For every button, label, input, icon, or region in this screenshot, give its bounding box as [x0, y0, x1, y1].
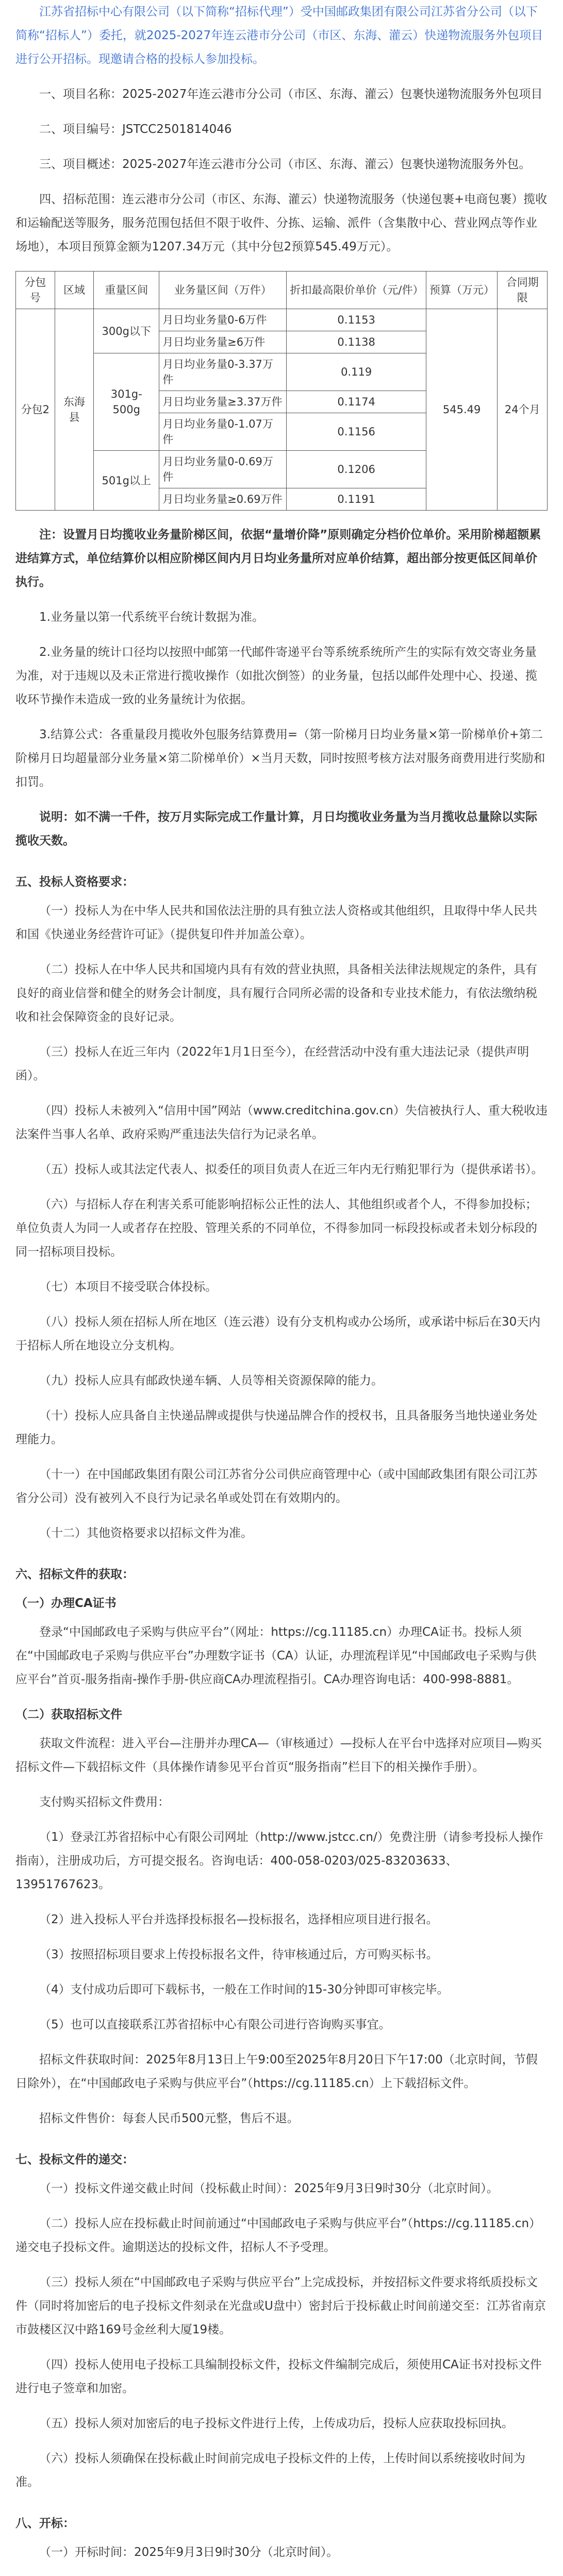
settlement-note: 注：设置月日均揽收业务量阶梯区间，依据“量增价降”原则确定分档价位单价。采用阶梯超额累进结算方式，单位结算价以相应阶梯区间内月日均业务量所对应单价结算，超出部分按更低区间单价执行。 — [15, 528, 541, 589]
section-title-opening: 八、开标： — [15, 2517, 75, 2530]
price-cell: 0.1156 — [287, 413, 426, 451]
weight-cell: 300g以下 — [94, 309, 159, 353]
price-cell: 0.1153 — [287, 309, 426, 331]
region-cell: 东海县 — [55, 309, 94, 511]
payment-heading: 支付购买招标文件费用： — [39, 1795, 170, 1809]
qualification-item: （七）本项目不接受联合体投标。 — [39, 1280, 217, 1294]
settlement-item: 3.结算公式：各重量段月揽收外包服务结算费用=（第一阶梯月日均业务量×第一阶梯单价+第二阶梯月日均超量部分业务量×第二阶梯单价）×当月天数，同时按照考核方法对服务商费用进行奖励和扣罚。 — [15, 728, 545, 789]
range-cell: 月日均业务量0-3.37万件 — [159, 353, 287, 391]
range-cell: 月日均业务量0-6万件 — [159, 309, 287, 331]
section-title-qualifications: 五、投标人资格要求： — [15, 875, 134, 889]
price-cell: 0.1138 — [287, 331, 426, 353]
section-title-submit: 七、投标文件的递交： — [15, 2153, 134, 2166]
range-cell: 月日均业务量0-1.07万件 — [159, 413, 287, 451]
table-header-row — [16, 272, 548, 309]
payment-step: （2）进入投标人平台并选择投标报名—投标报名，选择相应项目进行报名。 — [39, 1913, 438, 1926]
submit-item: （五）投标人须对加密后的电子投标文件进行上传，上传成功后，投标人应获取投标回执。 — [39, 2417, 514, 2430]
range-cell: 月日均业务量≥6万件 — [159, 331, 287, 353]
download-paragraph: 获取文件流程：进入平台—注册并办理CA—（审核通过）—投标人在平台中选择对应项目—购买招标文件—下载招标文件（具体操作请参见平台首页“服务指南”栏目下的相关操作手册）。 — [15, 1737, 542, 1774]
payment-step: （5）也可以直接联系江苏省招标中心有限公司进行咨询购买事宜。 — [39, 2018, 391, 2031]
table-header-cell: 合同期限 — [498, 272, 548, 309]
bid-price-table — [15, 271, 548, 511]
weight-cell: 301g-500g — [94, 353, 159, 451]
qualification-item: （五）投标人或其法定代表人、拟委任的项目负责人在近三年内无行贿犯罪行为（提供承诺书）。 — [39, 1163, 543, 1176]
submit-item: （三）投标人须在“中国邮政电子采购与供应平台”上完成投标，并按招标文件要求将纸质投标文件（同时将加密后的电子投标文件刻录在光盘或U盘中）密封后于投标截止时间前递交至：江苏省南京市鼓楼区汉中路169号金丝利大厦19楼。 — [15, 2276, 546, 2336]
subsection-download: （二）获取招标文件 — [15, 1708, 122, 1721]
table-header-cell: 预算（万元） — [426, 272, 498, 309]
qualification-item: （十）投标人应具备自主快递品牌或提供与快递品牌合作的授权书，且具备服务当地快递业务处理能力。 — [15, 1409, 537, 1446]
term-cell: 24个月 — [498, 309, 548, 511]
package-cell: 分包2 — [16, 309, 55, 511]
price-cell: 0.1174 — [287, 391, 426, 413]
project-scope-paragraph: 四、招标范围：连云港市分公司（市区、东海、灌云）快递物流服务（快递包裹+电商包裹）揽收和运输配送等服务，服务范围包括但不限于收件、分拣、运输、派件（含集散中心、营业网点等作业场地），本项目预算金额为1207.34万元（其中分包2预算545.49万元）。 — [15, 193, 548, 253]
table-header-cell: 区域 — [55, 272, 94, 309]
weight-cell: 501g以上 — [94, 451, 159, 511]
budget-cell: 545.49 — [426, 309, 498, 511]
table-header-cell: 重量区间 — [94, 272, 159, 309]
qualification-item: （十一）在中国邮政集团有限公司江苏省分公司供应商管理中心（或中国邮政集团有限公司江苏省分公司）没有被列入不良行为记录名单或处罚在有效期内的。 — [15, 1468, 537, 1505]
submit-item: （二）投标人应在投标截止时间前通过“中国邮政电子采购与供应平台”（https://cg.11185.cn）递交电子投标文件。逾期送达的投标文件，招标人不予受理。 — [15, 2217, 541, 2254]
settlement-item: 2.业务量的统计口径均以按照中邮第一代邮件寄递平台等系统系统所产生的实际有效交寄业务量为准，对于违规以及未正常进行揽收操作（如批次倒签）的业务量，包括以邮件处理中心、投递、揽收环节操作未造成一致的业务量统计为依据。 — [15, 646, 537, 706]
submit-item: （六）投标人须确保在投标截止时间前完成电子投标文件的上传，上传时间以系统接收时间为准。 — [15, 2452, 525, 2489]
qualification-item: （三）投标人在近三年内（2022年1月1日至今），在经营活动中没有重大违法记录（提供声明函）。 — [15, 1045, 529, 1082]
table-row — [16, 309, 548, 331]
intro-text: 江苏省招标中心有限公司（以下简称“招标代理”）受中国邮政集团有限公司江苏省分公司（以下简称“招标人”）委托，就2025-2027年连云港市分公司（市区、东海、灌云）快递物流服务外包项目进行公开招标。现邀请合格的投标人参加投标。 — [15, 5, 543, 66]
qualification-item: （八）投标人须在招标人所在地区（连云港）设有分支机构或办公场所，或承诺中标后在30天内于招标人所在地设立分支机构。 — [15, 1315, 541, 1352]
qualification-item: （九）投标人应具有邮政快递车辆、人员等相关资源保障的能力。 — [39, 1374, 383, 1387]
payment-step: （4）支付成功后即可下载标书，一般在工作时间的15-30分钟即可审核完毕。 — [39, 1983, 449, 1996]
price-cell: 0.119 — [287, 353, 426, 391]
submit-item: （一）投标文件递交截止时间（投标截止时间）：2025年9月3日9时30分（北京时间）。 — [39, 2182, 499, 2195]
table-header-cell: 折扣最高限价单价（元/件） — [287, 272, 426, 309]
qualification-item: （二）投标人在中华人民共和国境内具有有效的营业执照，具备相关法律法规规定的条件，具有良好的商业信誉和健全的财务会计制度，具有履行合同所必需的设备和专业技术能力，有依法缴纳税收和社会保障资金的良好记录。 — [15, 963, 537, 1024]
price-cell: 0.1191 — [287, 488, 426, 511]
project-overview-line: 三、项目概述：2025-2027年连云港市分公司（市区、东海、灌云）包裹快递物流服务外包。 — [39, 158, 531, 171]
settlement-item: 1.业务量以第一代系统平台统计数据为准。 — [39, 611, 264, 624]
qualification-item: （四）投标人未被列入“信用中国”网站（www.creditchina.gov.cn）失信被执行人、重大税收违法案件当事人名单、政府采购严重违法失信行为记录名单。 — [15, 1104, 548, 1141]
qualification-item: （十二）其他资格要求以招标文件为准。 — [39, 1527, 253, 1540]
submit-item: （四）投标人使用电子投标工具编制投标文件，投标文件编制完成后，须使用CA证书对投标文件进行电子签章和加密。 — [15, 2358, 542, 2395]
subsection-ca: （一）办理CA证书 — [15, 1597, 117, 1610]
payment-step: （3）按照招标项目要求上传投标报名文件，待审核通过后，方可购买标书。 — [39, 1948, 438, 1961]
qualification-item: （六）与招标人存在利害关系可能影响招标公正性的法人、其他组织或者个人，不得参加投标；单位负责人为同一人或者存在控股、管理关系的不同单位，不得参加同一标段投标或者未划分标段的同一招标项目投标。 — [15, 1198, 537, 1259]
payment-step: （1）登录江苏省招标中心有限公司网址（http://www.jstcc.cn/）免费注册（请参考投标人操作指南），注册成功后，方可提交报名。咨询电话：400-058-0203/025-83203633、13951767623。 — [15, 1831, 543, 1891]
table-header-cell: 分包号 — [16, 272, 55, 309]
opening-item: （一）开标时间：2025年9月3日9时30分（北京时间）。 — [39, 2546, 339, 2559]
settlement-explanation: 说明：如不满一千件，按万月实际完成工作量计算，月日均揽收业务量为当月揽收总量除以实际揽收天数。 — [15, 810, 537, 848]
project-number-line: 二、项目编号：JSTCC2501814046 — [39, 123, 232, 136]
ca-paragraph: 登录“中国邮政电子采购与供应平台”（网址：https://cg.11185.cn）办理CA证书。投标人须在“中国邮政电子采购与供应平台”办理数字证书（CA）认证，办理流程详见“中国邮政电子采购与供应平台”首页-服务指南-操作手册-供应商CA办理流程指引。CA办理咨询电话：400-998-8881。 — [15, 1625, 537, 1686]
table-header-cell: 业务量区间（万件） — [159, 272, 287, 309]
range-cell: 月日均业务量≥3.37万件 — [159, 391, 287, 413]
document-fee: 招标文件售价：每套人民币500元整，售后不退。 — [39, 2112, 299, 2125]
qualification-item: （一）投标人为在中华人民共和国依法注册的具有独立法人资格或其他组织，且取得中华人民共和国《快递业务经营许可证》（提供复印件并加盖公章）。 — [15, 904, 537, 941]
section-title-obtain: 六、招标文件的获取： — [15, 1568, 134, 1581]
intro-paragraph — [15, 0, 548, 71]
range-cell: 月日均业务量≥0.69万件 — [159, 488, 287, 511]
range-cell: 月日均业务量0-0.69万件 — [159, 451, 287, 488]
price-cell: 0.1206 — [287, 451, 426, 488]
obtain-time: 招标文件获取时间：2025年8月13日上午9:00至2025年8月20日下午17:00（北京时间，节假日除外），在“中国邮政电子采购与供应平台”（https://cg.11185.cn）上下载招标文件。 — [15, 2053, 538, 2090]
project-name-line: 一、项目名称：2025-2027年连云港市分公司（市区、东海、灌云）包裹快递物流服务外包项目 — [39, 88, 543, 101]
